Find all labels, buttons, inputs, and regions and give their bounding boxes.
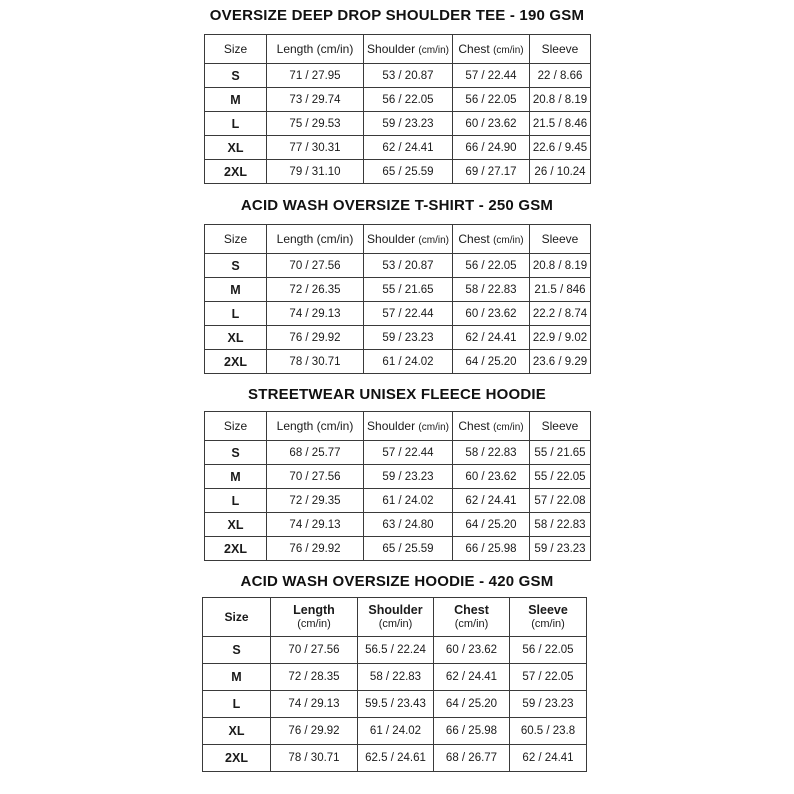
sleeve-cell: 56 / 22.05	[510, 637, 587, 664]
chest-cell: 60 / 23.62	[453, 302, 530, 326]
header-shoulder: Shoulder (cm/in)	[364, 35, 453, 64]
shoulder-cell: 62.5 / 24.61	[358, 745, 434, 772]
header-size: Size	[205, 412, 267, 441]
chest-cell: 69 / 27.17	[453, 160, 530, 184]
size-table	[202, 597, 587, 772]
header-shoulder: Shoulder (cm/in)	[364, 412, 453, 441]
shoulder-cell: 65 / 25.59	[364, 537, 453, 561]
chest-cell: 64 / 25.20	[453, 350, 530, 374]
table-row	[203, 664, 587, 691]
size-cell: S	[203, 637, 271, 664]
chest-cell: 64 / 25.20	[434, 691, 510, 718]
header-size: Size	[203, 598, 271, 637]
length-cell: 73 / 29.74	[267, 88, 364, 112]
sleeve-cell: 60.5 / 23.8	[510, 718, 587, 745]
length-cell: 76 / 29.92	[271, 718, 358, 745]
header-size: Size	[205, 225, 267, 254]
table-row	[205, 326, 591, 350]
table-row	[205, 254, 591, 278]
size-cell: 2XL	[205, 537, 267, 561]
table-row	[205, 136, 591, 160]
table-row	[205, 441, 591, 465]
size-table	[204, 34, 591, 184]
header-chest: Chest (cm/in)	[453, 412, 530, 441]
table-row	[205, 537, 591, 561]
sleeve-cell: 21.5 / 8.46	[530, 112, 591, 136]
chest-cell: 66 / 25.98	[434, 718, 510, 745]
length-cell: 75 / 29.53	[267, 112, 364, 136]
size-cell: M	[205, 465, 267, 489]
sleeve-cell: 22.2 / 8.74	[530, 302, 591, 326]
length-cell: 74 / 29.13	[271, 691, 358, 718]
size-table	[204, 411, 591, 561]
length-cell: 70 / 27.56	[267, 254, 364, 278]
size-cell: M	[205, 278, 267, 302]
table-row	[205, 489, 591, 513]
table-title: OVERSIZE DEEP DROP SHOULDER TEE - 190 GSM	[209, 7, 585, 24]
sleeve-cell: 22.9 / 9.02	[530, 326, 591, 350]
length-cell: 72 / 29.35	[267, 489, 364, 513]
size-cell: L	[205, 112, 267, 136]
size-cell: L	[205, 489, 267, 513]
table-row	[205, 160, 591, 184]
header-chest: Chest (cm/in)	[453, 35, 530, 64]
sleeve-cell: 59 / 23.23	[530, 537, 591, 561]
size-cell: XL	[205, 136, 267, 160]
chest-cell: 58 / 22.83	[453, 278, 530, 302]
size-cell: S	[205, 64, 267, 88]
chest-cell: 62 / 24.41	[453, 489, 530, 513]
length-cell: 74 / 29.13	[267, 513, 364, 537]
table-row	[205, 88, 591, 112]
size-cell: M	[205, 88, 267, 112]
size-cell: XL	[203, 718, 271, 745]
length-cell: 68 / 25.77	[267, 441, 364, 465]
size-cell: S	[205, 254, 267, 278]
header-length: Length (cm/in)	[267, 412, 364, 441]
chest-cell: 64 / 25.20	[453, 513, 530, 537]
table-row	[205, 64, 591, 88]
table-title: ACID WASH OVERSIZE HOODIE - 420 GSM	[240, 573, 554, 590]
chest-cell: 66 / 24.90	[453, 136, 530, 160]
length-cell: 79 / 31.10	[267, 160, 364, 184]
header-length: Length (cm/in)	[267, 35, 364, 64]
table-row	[203, 745, 587, 772]
table-row	[203, 691, 587, 718]
length-cell: 78 / 30.71	[271, 745, 358, 772]
chest-cell: 57 / 22.44	[453, 64, 530, 88]
shoulder-cell: 53 / 20.87	[364, 64, 453, 88]
shoulder-cell: 61 / 24.02	[364, 489, 453, 513]
chest-cell: 58 / 22.83	[453, 441, 530, 465]
size-cell: M	[203, 664, 271, 691]
table-title: ACID WASH OVERSIZE T-SHIRT - 250 GSM	[240, 197, 554, 214]
shoulder-cell: 59 / 23.23	[364, 326, 453, 350]
shoulder-cell: 65 / 25.59	[364, 160, 453, 184]
shoulder-cell: 58 / 22.83	[358, 664, 434, 691]
sleeve-cell: 62 / 24.41	[510, 745, 587, 772]
header-chest: Chest (cm/in)	[453, 225, 530, 254]
sleeve-cell: 22.6 / 9.45	[530, 136, 591, 160]
shoulder-cell: 61 / 24.02	[358, 718, 434, 745]
chest-cell: 62 / 24.41	[453, 326, 530, 350]
length-cell: 72 / 28.35	[271, 664, 358, 691]
sleeve-cell: 55 / 21.65	[530, 441, 591, 465]
header-length: Length (cm/in)	[267, 225, 364, 254]
shoulder-cell: 57 / 22.44	[364, 441, 453, 465]
size-table	[204, 224, 591, 374]
sleeve-cell: 20.8 / 8.19	[530, 88, 591, 112]
shoulder-cell: 57 / 22.44	[364, 302, 453, 326]
length-cell: 78 / 30.71	[267, 350, 364, 374]
sleeve-cell: 58 / 22.83	[530, 513, 591, 537]
header-shoulder: Shoulder (cm/in)	[364, 225, 453, 254]
length-cell: 76 / 29.92	[267, 537, 364, 561]
table-row	[203, 637, 587, 664]
length-cell: 76 / 29.92	[267, 326, 364, 350]
shoulder-cell: 56 / 22.05	[364, 88, 453, 112]
size-cell: XL	[205, 513, 267, 537]
header-chest: Chest (cm/in)	[434, 598, 510, 637]
sleeve-cell: 26 / 10.24	[530, 160, 591, 184]
length-cell: 77 / 30.31	[267, 136, 364, 160]
length-cell: 70 / 27.56	[271, 637, 358, 664]
header-sleeve: Sleeve (cm/in)	[510, 598, 587, 637]
size-cell: 2XL	[205, 350, 267, 374]
header-size: Size	[205, 35, 267, 64]
sleeve-cell: 22 / 8.66	[530, 64, 591, 88]
header-sleeve: Sleeve	[530, 225, 591, 254]
length-cell: 72 / 26.35	[267, 278, 364, 302]
table-row	[205, 350, 591, 374]
chest-cell: 56 / 22.05	[453, 88, 530, 112]
shoulder-cell: 53 / 20.87	[364, 254, 453, 278]
chest-cell: 60 / 23.62	[453, 112, 530, 136]
size-cell: XL	[205, 326, 267, 350]
shoulder-cell: 56.5 / 22.24	[358, 637, 434, 664]
shoulder-cell: 63 / 24.80	[364, 513, 453, 537]
table-row	[203, 718, 587, 745]
shoulder-cell: 61 / 24.02	[364, 350, 453, 374]
shoulder-cell: 55 / 21.65	[364, 278, 453, 302]
sleeve-cell: 59 / 23.23	[510, 691, 587, 718]
chest-cell: 68 / 26.77	[434, 745, 510, 772]
shoulder-cell: 59 / 23.23	[364, 112, 453, 136]
sleeve-cell: 23.6 / 9.29	[530, 350, 591, 374]
shoulder-cell: 59.5 / 23.43	[358, 691, 434, 718]
header-sleeve: Sleeve	[530, 35, 591, 64]
table-row	[205, 465, 591, 489]
chest-cell: 56 / 22.05	[453, 254, 530, 278]
size-cell: S	[205, 441, 267, 465]
sleeve-cell: 55 / 22.05	[530, 465, 591, 489]
table-row	[205, 302, 591, 326]
length-cell: 71 / 27.95	[267, 64, 364, 88]
length-cell: 70 / 27.56	[267, 465, 364, 489]
header-shoulder: Shoulder (cm/in)	[358, 598, 434, 637]
chest-cell: 66 / 25.98	[453, 537, 530, 561]
sleeve-cell: 21.5 / 846	[530, 278, 591, 302]
shoulder-cell: 62 / 24.41	[364, 136, 453, 160]
size-cell: L	[203, 691, 271, 718]
header-sleeve: Sleeve	[530, 412, 591, 441]
size-cell: 2XL	[205, 160, 267, 184]
sleeve-cell: 57 / 22.05	[510, 664, 587, 691]
chest-cell: 60 / 23.62	[453, 465, 530, 489]
shoulder-cell: 59 / 23.23	[364, 465, 453, 489]
chest-cell: 62 / 24.41	[434, 664, 510, 691]
header-length: Length (cm/in)	[271, 598, 358, 637]
size-cell: 2XL	[203, 745, 271, 772]
size-cell: L	[205, 302, 267, 326]
length-cell: 74 / 29.13	[267, 302, 364, 326]
sleeve-cell: 57 / 22.08	[530, 489, 591, 513]
table-row	[205, 278, 591, 302]
table-row	[205, 112, 591, 136]
sleeve-cell: 20.8 / 8.19	[530, 254, 591, 278]
chest-cell: 60 / 23.62	[434, 637, 510, 664]
table-title: STREETWEAR UNISEX FLEECE HOODIE	[248, 386, 546, 403]
table-row	[205, 513, 591, 537]
